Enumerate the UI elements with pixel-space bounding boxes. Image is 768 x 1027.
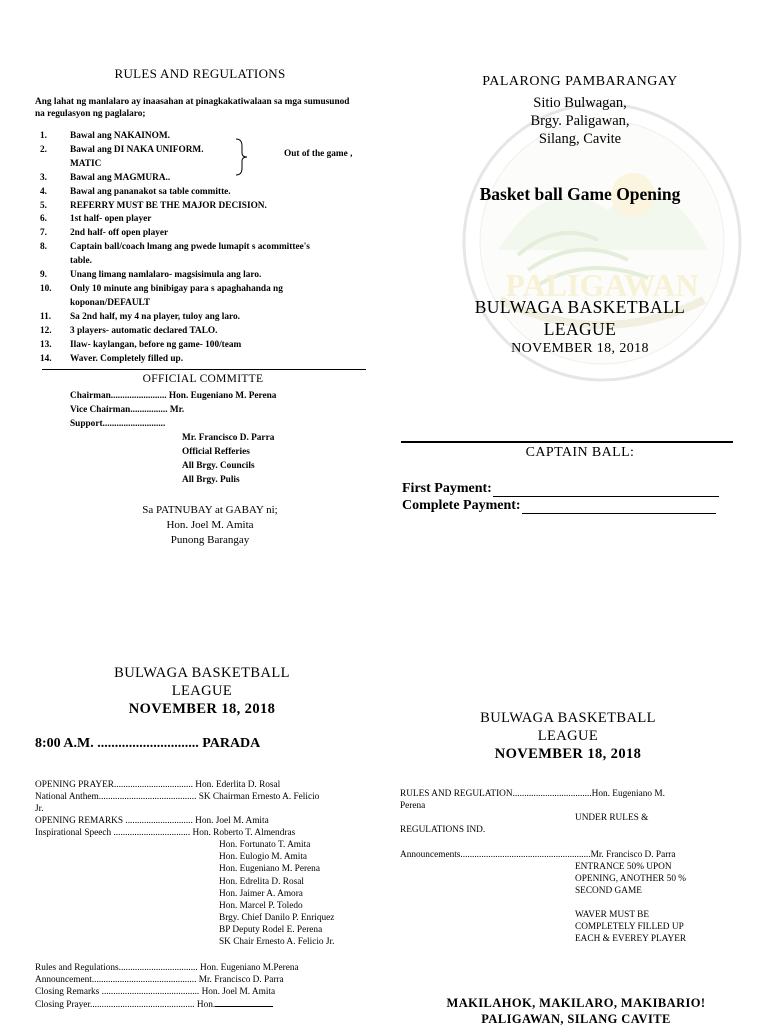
blessing-line: Punong Barangay bbox=[170, 534, 250, 546]
rule-text: Ilaw- kaylangan, before ng game- 100/team bbox=[70, 339, 242, 350]
program-note: COMPLETELY FILLED UP bbox=[575, 922, 684, 932]
program-item: National Anthem.......................................... SK Chairman Ernesto A. Felicio bbox=[35, 792, 320, 802]
rule-text: Bawal ang DI NAKA UNIFORM. bbox=[70, 144, 204, 155]
rule-text: 3 players- automatic declared TALO. bbox=[70, 325, 218, 336]
program-item: Rules and Regulations.................................. Hon. Eugeniano M.Perena bbox=[35, 963, 299, 973]
rules-title: RULES AND REGULATIONS bbox=[114, 66, 286, 81]
blessing-line: Hon. Joel M. Amita bbox=[166, 519, 254, 531]
rule-number: 12. bbox=[40, 325, 52, 336]
rule-number: 3. bbox=[40, 172, 47, 183]
rule-text: Waver. Completely filled up. bbox=[70, 353, 184, 364]
rule-number bbox=[40, 297, 70, 311]
rules-intro: Ang lahat ng manlalaro ay inaasahan at pinagkakatiwalaan sa mga sumusunod na regulasyon ng paglalaro; bbox=[35, 97, 350, 119]
rule-number: 8. bbox=[40, 242, 47, 253]
speaker-name: Brgy. Chief Danilo P. Enriquez bbox=[219, 913, 335, 923]
rule-item bbox=[40, 186, 370, 200]
rule-number: 5. bbox=[40, 200, 47, 211]
rule-text: Bawal ang NAKAINOM. bbox=[70, 131, 170, 141]
rule-item bbox=[40, 311, 370, 325]
rule-number: 2. bbox=[40, 144, 47, 155]
rule-number: 7. bbox=[40, 228, 47, 239]
committee-member: All Brgy. Councils bbox=[182, 461, 255, 471]
rule-number bbox=[40, 255, 70, 269]
rule-text: koponan/DEFAULT bbox=[70, 297, 151, 308]
rule-text: Sa 2nd half, my 4 na player, tuloy ang laro. bbox=[70, 311, 240, 322]
committee-title: OFFICIAL COMMITTE bbox=[142, 373, 264, 385]
event-name: Basket ball Game Opening bbox=[479, 184, 681, 204]
complete-payment-label: Complete Payment: bbox=[402, 498, 521, 513]
rules-list bbox=[40, 130, 370, 366]
address-line: Silang, Cavite bbox=[538, 131, 622, 147]
rule-text: Only 10 minute ang binibigay para s apaghahanda ng bbox=[70, 283, 283, 294]
address-line: Sitio Bulwagan, bbox=[533, 95, 627, 111]
program-note: OPENING, ANOTHER 50 % bbox=[575, 874, 687, 884]
program-note: WAVER MUST BE bbox=[575, 910, 650, 920]
rule-number: 10. bbox=[40, 283, 52, 294]
program-item: Closing Prayer............................................. Hon. bbox=[35, 998, 273, 1011]
blank-line bbox=[215, 998, 273, 1007]
league-title: BULWAGA BASKETBALL LEAGUE NOVEMBER 18, 2018 bbox=[114, 665, 290, 717]
captain-ball-label: CAPTAIN BALL: bbox=[525, 445, 635, 460]
committee-member: Official Refferies bbox=[182, 447, 250, 457]
program-item: Inspirational Speech ................................. Hon. Roberto T. Almendras bbox=[35, 828, 296, 838]
rule-text: 1st half- open player bbox=[70, 214, 152, 225]
blank-line bbox=[493, 483, 719, 497]
slogan: MAKILAHOK, MAKILARO, MAKIBARIO! PALIGAWAN, SILANG CAVITE bbox=[446, 996, 706, 1026]
rule-item bbox=[40, 339, 370, 353]
committee-chairman: Chairman........................ Hon. Eugeniano M. Perena bbox=[70, 391, 277, 401]
rule-number: 11. bbox=[40, 311, 52, 322]
address-line: Brgy. Paligawan, bbox=[530, 113, 630, 129]
program-item: REGULATIONS IND. bbox=[400, 825, 486, 835]
right-brace bbox=[234, 138, 248, 176]
speaker-name: Hon. Edrelita D. Rosal bbox=[219, 877, 304, 887]
rule-text: Unang limang namlalaro- magsisimula ang laro. bbox=[70, 270, 262, 281]
rule-item bbox=[40, 200, 370, 214]
program-item: Perena bbox=[400, 801, 426, 811]
rule-item bbox=[40, 283, 370, 297]
rule-number: 14. bbox=[40, 353, 52, 364]
program-note: EACH & EVEREY PLAYER bbox=[575, 934, 687, 944]
rule-text: 2nd half- off open player bbox=[70, 228, 169, 239]
out-of-game-note: Out of the game , bbox=[284, 149, 353, 159]
rule-number: 13. bbox=[40, 339, 52, 350]
rule-number: 9. bbox=[40, 270, 47, 281]
program-item: RULES AND REGULATION..................................Hon. Eugeniano M. bbox=[400, 789, 665, 799]
speaker-name: SK Chair Ernesto A. Felicio Jr. bbox=[219, 937, 335, 947]
program-item: Announcements........................................................Mr. Francisco D. Parra bbox=[400, 850, 676, 860]
rule-item bbox=[40, 353, 370, 367]
blank-line bbox=[522, 500, 716, 514]
divider bbox=[42, 369, 366, 370]
program-note: UNDER RULES & bbox=[575, 813, 649, 823]
rule-text: Captain ball/coach lmang ang pwede lumapit s acommittee's bbox=[70, 242, 310, 253]
speaker-name: Hon. Eulogio M. Amita bbox=[219, 852, 308, 862]
program-item: OPENING PRAYER.................................. Hon. Ederlita D. Rosal bbox=[35, 780, 281, 790]
rule-item bbox=[40, 269, 370, 283]
committee-member: Mr. Francisco D. Parra bbox=[182, 433, 275, 443]
parade-line: 8:00 A.M. ............................. PARADA bbox=[35, 736, 261, 751]
rule-number bbox=[40, 158, 70, 172]
watermark-text: PALIGAWAN bbox=[505, 267, 699, 303]
league-title: BULWAGA BASKETBALL LEAGUE bbox=[474, 297, 686, 339]
speaker-name: Hon. Marcel P. Toledo bbox=[219, 901, 303, 911]
divider bbox=[401, 441, 733, 443]
rule-item bbox=[40, 297, 370, 311]
rule-item bbox=[40, 325, 370, 339]
rule-item bbox=[40, 241, 370, 255]
program-item: Announcement............................................. Mr. Francisco D. Parra bbox=[35, 975, 284, 985]
rule-number: 4. bbox=[40, 186, 47, 197]
rule-number: 6. bbox=[40, 214, 47, 225]
rule-text: table. bbox=[70, 256, 92, 267]
program-item: OPENING REMARKS ............................. Hon. Joel M. Amita bbox=[35, 816, 269, 826]
rule-item bbox=[40, 130, 370, 144]
rule-number: 1. bbox=[40, 131, 47, 141]
complete-payment-field bbox=[402, 498, 716, 514]
rule-text: Bawal ang MAGMURA.. bbox=[70, 172, 171, 183]
blessing-line: Sa PATNUBAY at GABAY ni; bbox=[142, 504, 278, 516]
first-payment-label: First Payment: bbox=[402, 481, 492, 496]
rule-item bbox=[40, 213, 370, 227]
speaker-name: Hon. Jaimer A. Amora bbox=[219, 889, 303, 899]
committee-support: Support........................... bbox=[70, 419, 166, 429]
speaker-name: Hon. Fortunato T. Amita bbox=[219, 840, 311, 850]
event-date: NOVEMBER 18, 2018 bbox=[511, 341, 649, 356]
rule-item bbox=[40, 172, 370, 186]
rule-text: REFERRY MUST BE THE MAJOR DECISION. bbox=[70, 200, 267, 211]
event-header: PALARONG PAMBARANGAY bbox=[482, 74, 678, 89]
first-payment-field bbox=[402, 481, 719, 497]
rule-text: MATIC bbox=[70, 158, 102, 169]
rule-text: Bawal ang pananakot sa table committe. bbox=[70, 186, 231, 197]
committee-vice-chairman: Vice Chairman................ Mr. bbox=[70, 405, 185, 415]
program-note: SECOND GAME bbox=[575, 886, 642, 896]
committee-member: All Brgy. Pulis bbox=[182, 475, 240, 485]
rule-item bbox=[40, 227, 370, 241]
league-title: BULWAGA BASKETBALL LEAGUE NOVEMBER 18, 2018 bbox=[480, 710, 656, 762]
program-note: ENTRANCE 50% UPON bbox=[575, 862, 672, 872]
program-item: Jr. bbox=[35, 804, 44, 814]
speaker-name: BP Deputy Rodel E. Perena bbox=[219, 925, 323, 935]
rule-item bbox=[40, 255, 370, 269]
speaker-name: Hon. Eugeniano M. Perena bbox=[219, 864, 320, 874]
program-item: Closing Remarks .......................................... Hon. Joel M. Amita bbox=[35, 987, 276, 997]
